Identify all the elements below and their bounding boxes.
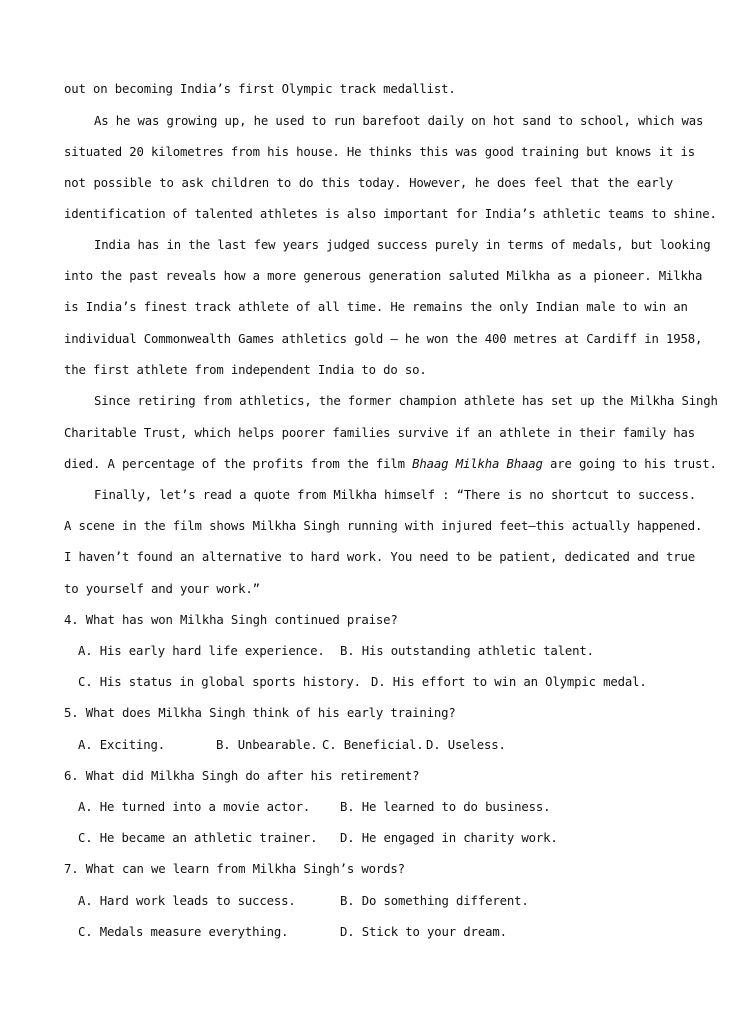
film-line-before: died. A percentage of the profits from the film: [64, 457, 413, 471]
question-stem: 5. What does Milkha Singh think of his early training?: [64, 706, 456, 720]
passage-line: As he was growing up, he used to run barefoot daily on hot sand to school, which was: [94, 114, 704, 128]
passage-line: situated 20 kilometres from his house. He thinks this was good training but knows it is: [64, 145, 696, 159]
option-c[interactable]: C. He became an athletic trainer.: [78, 831, 318, 845]
option-d[interactable]: D. Stick to your dream.: [340, 925, 507, 939]
option-a[interactable]: A. His early hard life experience.: [78, 644, 325, 658]
question-stem: 6. What did Milkha Singh do after his retirement?: [64, 769, 420, 783]
film-line-after: are going to his trust.: [542, 457, 717, 471]
passage-line: individual Commonwealth Games athletics gold — he won the 400 metres at Cardiff in 1958,: [64, 332, 703, 346]
passage-line: out on becoming India’s first Olympic track medallist.: [64, 82, 456, 96]
option-a[interactable]: A. He turned into a movie actor.: [78, 800, 311, 814]
option-b[interactable]: B. Do something different.: [340, 894, 529, 908]
passage-line: Charitable Trust, which helps poorer families survive if an athlete in their family has: [64, 426, 696, 440]
question-stem: 4. What has won Milkha Singh continued praise?: [64, 613, 398, 627]
film-title: Bhaag Milkha Bhaag: [412, 457, 543, 471]
option-d[interactable]: D. He engaged in charity work.: [340, 831, 558, 845]
option-c[interactable]: C. His status in global sports history.: [78, 675, 361, 689]
passage-line: not possible to ask children to do this today. However, he does feel that the early: [64, 176, 673, 190]
option-d[interactable]: D. His effort to win an Olympic medal.: [371, 675, 647, 689]
quote-line: to yourself and your work.”: [64, 582, 260, 596]
option-a[interactable]: A. Exciting.: [78, 738, 166, 752]
option-b[interactable]: B. Unbearable.: [216, 738, 318, 752]
question-stem: 7. What can we learn from Milkha Singh’s words?: [64, 862, 405, 876]
passage-line-film: [64, 455, 717, 473]
option-c[interactable]: C. Beneficial.: [322, 738, 424, 752]
quote-line: A scene in the film shows Milkha Singh running with injured feet—this actually happened.: [64, 519, 703, 533]
option-a[interactable]: A. Hard work leads to success.: [78, 894, 296, 908]
option-c[interactable]: C. Medals measure everything.: [78, 925, 289, 939]
quote-line: I haven’t found an alternative to hard work. You need to be patient, dedicated and true: [64, 550, 696, 564]
passage-line: India has in the last few years judged success purely in terms of medals, but looking: [94, 238, 711, 252]
passage-line: identification of talented athletes is also important for India’s athletic teams to shine.: [64, 207, 717, 221]
passage-line: the first athlete from independent India to do so.: [64, 363, 427, 377]
passage-line: Since retiring from athletics, the former champion athlete has set up the Milkha Singh: [94, 394, 718, 408]
quote-line: Finally, let’s read a quote from Milkha himself : “There is no shortcut to success.: [94, 488, 697, 502]
passage-line: is India’s finest track athlete of all time. He remains the only Indian male to win an: [64, 300, 688, 314]
option-b[interactable]: B. He learned to do business.: [340, 800, 551, 814]
option-d[interactable]: D. Useless.: [426, 738, 506, 752]
passage-line: into the past reveals how a more generous generation saluted Milkha as a pioneer. Milkha: [64, 269, 703, 283]
option-b[interactable]: B. His outstanding athletic talent.: [340, 644, 594, 658]
